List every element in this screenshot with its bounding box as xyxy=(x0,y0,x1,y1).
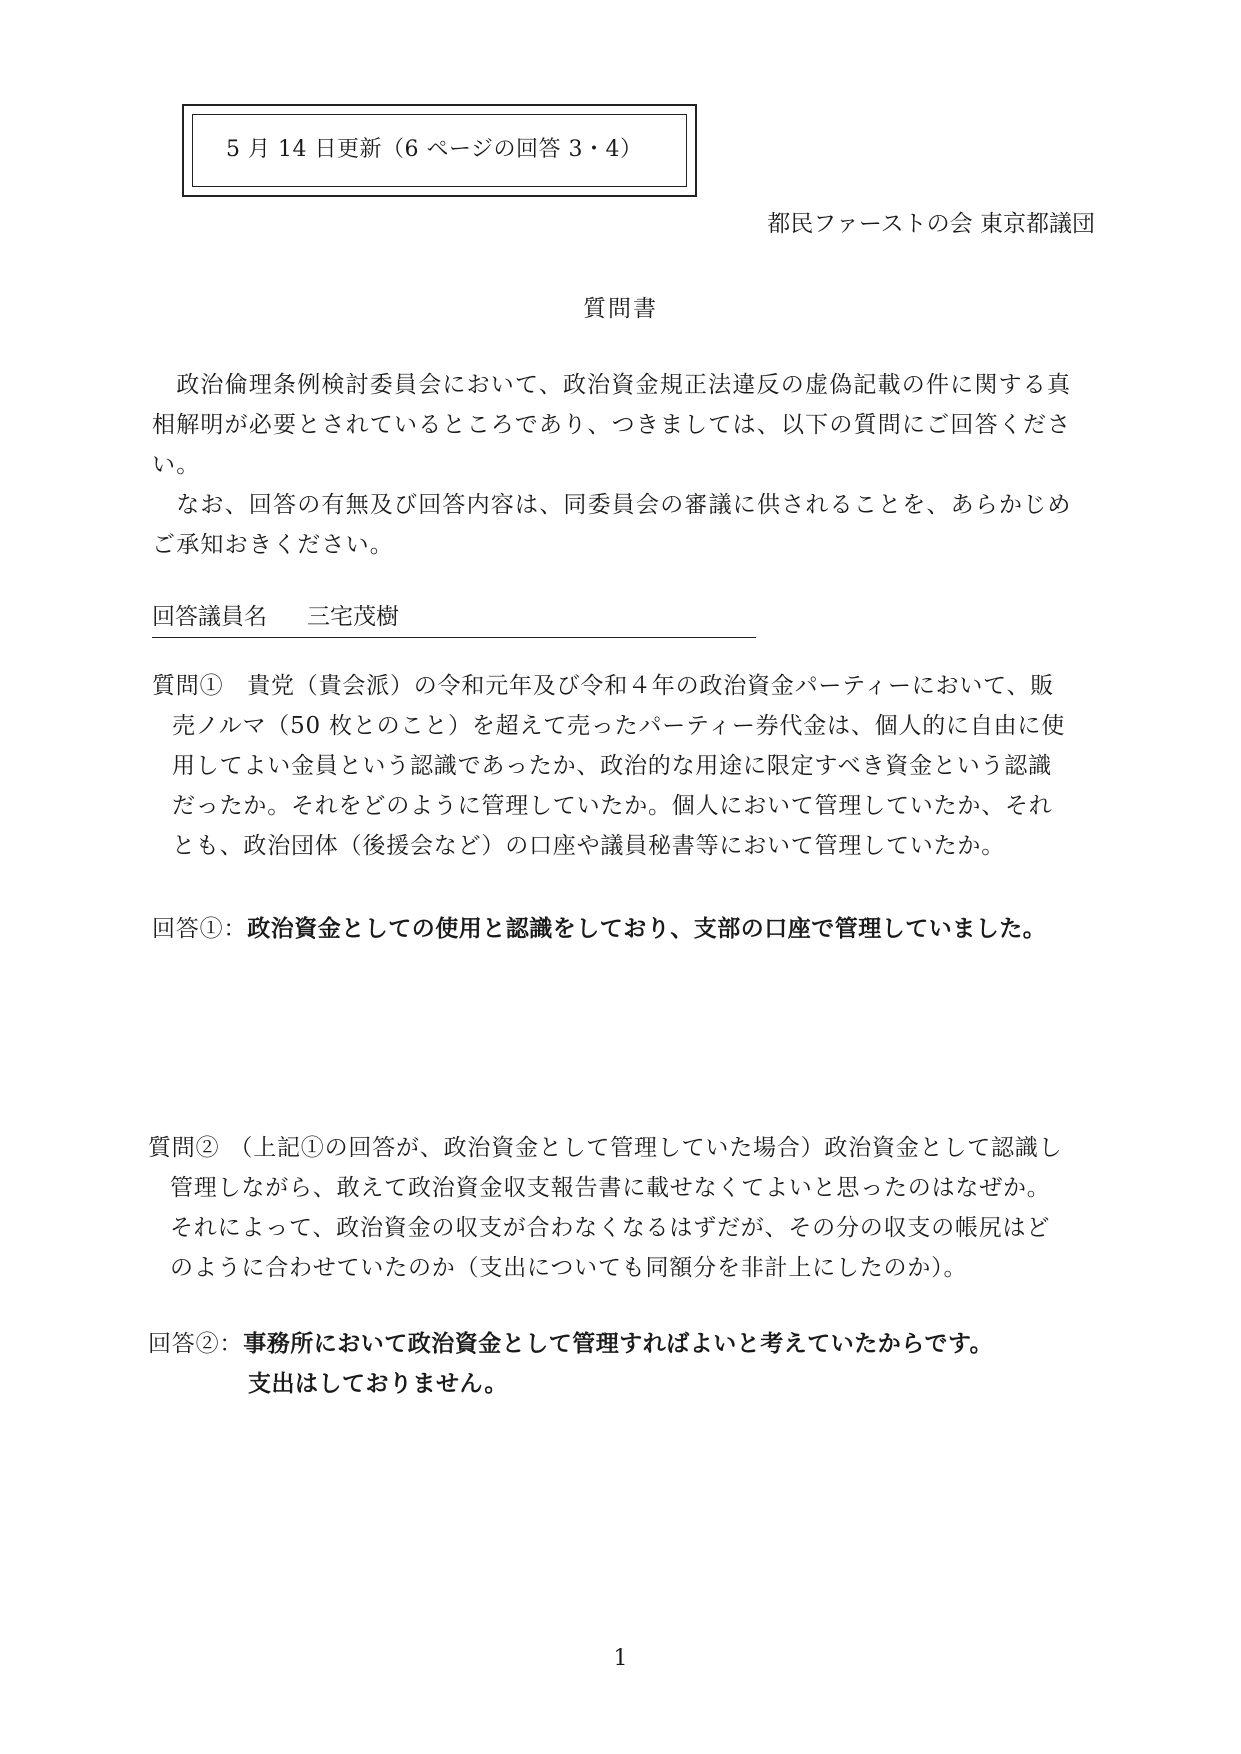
intro-line: 政治倫理条例検討委員会において、政治資金規正法違反の虚偽記載の件に関する真 xyxy=(152,372,1072,398)
question-1-line: 売ノルマ（50 枚とのこと）を超えて売ったパーティー券代金は、個人的に自由に使 xyxy=(172,713,1066,739)
question-2-line: のように合わせていたのか（支出についても同額分を非計上にしたのか）。 xyxy=(170,1255,968,1281)
answer-1 xyxy=(152,909,1046,949)
respondent-label: 回答議員名 xyxy=(152,604,267,630)
answer-1-label: 回答①： xyxy=(152,916,248,942)
respondent-line xyxy=(152,598,756,638)
question-1-line: 用してよい金員という認識であったか、政治的な用途に限定すべき資金という認識 xyxy=(172,753,1052,779)
question-2-label: 質問② xyxy=(148,1135,220,1161)
page-number: 1 xyxy=(613,1646,628,1671)
intro-paragraph xyxy=(152,365,1072,565)
organization-name: 都民ファーストの会 東京都議団 xyxy=(767,211,1095,237)
update-notice-text: 5 月 14 日更新（6 ページの回答 3・4） xyxy=(226,137,643,162)
intro-line: 相解明が必要とされているところであり、つきましては、以下の質問にご回答くださ xyxy=(152,412,1072,438)
respondent-name: 三宅茂樹 xyxy=(307,604,399,630)
intro-line: ご承知おきください。 xyxy=(152,532,394,558)
answer-2-label: 回答②： xyxy=(148,1331,244,1357)
question-2-line: （上記①の回答が、政治資金として管理していた場合）政治資金として認識し xyxy=(229,1135,1063,1161)
answer-2-line: 支出はしておりません。 xyxy=(248,1371,508,1397)
answer-2 xyxy=(148,1324,993,1404)
question-2 xyxy=(148,1128,1062,1288)
question-1-line: とも、政治団体（後援会など）の口座や議員秘書等において管理していたか。 xyxy=(172,833,1005,859)
answer-2-line: 事務所において政治資金として管理すればよいと考えていたからです。 xyxy=(243,1331,994,1357)
document-title: 質問書 xyxy=(583,296,658,322)
question-1-line: だったか。それをどのように管理していたか。個人において管理していたか、それ xyxy=(172,793,1053,819)
question-1-line: 貴党（貴会派）の令和元年及び令和４年の政治資金パーティーにおいて、販 xyxy=(223,673,1055,699)
question-1 xyxy=(152,666,1065,866)
update-notice-box xyxy=(182,104,697,197)
intro-line: い。 xyxy=(152,452,201,478)
question-2-line: それによって、政治資金の収支が合わなくなるはずだが、その分の収支の帳尻はど xyxy=(170,1215,1051,1241)
intro-line: なお、回答の有無及び回答内容は、同委員会の審議に供されることを、あらかじめ xyxy=(152,492,1072,518)
question-1-label: 質問① xyxy=(152,673,224,699)
question-2-line: 管理しながら、敢えて政治資金収支報告書に載せなくてよいと思ったのはなぜか。 xyxy=(170,1175,1051,1201)
answer-1-text: 政治資金としての使用と認識をしており、支部の口座で管理していました。 xyxy=(247,916,1047,942)
